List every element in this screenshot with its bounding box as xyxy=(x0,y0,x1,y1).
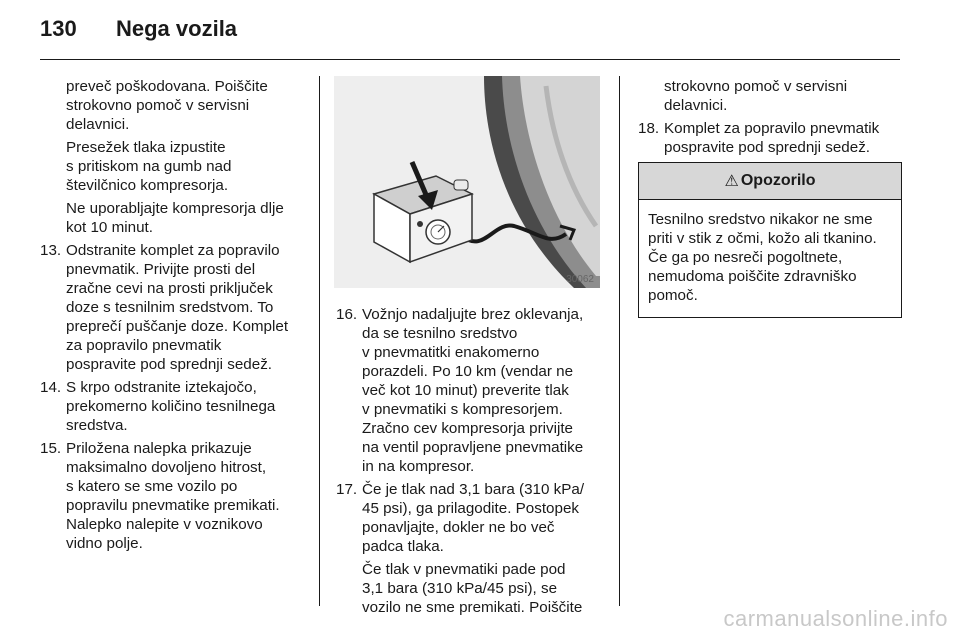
column-2 xyxy=(336,305,606,621)
step-number: 16. xyxy=(336,306,358,323)
warning-title: Opozorilo xyxy=(740,172,816,189)
compressor-illustration xyxy=(334,76,600,288)
paragraph: Ne uporabljajte kompresorja dlje kot 10 minut. xyxy=(66,200,284,236)
step-number: 18. xyxy=(638,120,660,137)
step-number: 17. xyxy=(336,481,358,498)
step-text: Vožnjo nadaljujte brez oklevanja, da se tesnilno sredstvo v pnevmatitki enakomerno porazdeli. Po 10 km (vendar ne več kot 10 minut) preverite tlak v pnevmatiki s kompresorjem. Zračno cev kompresorja privijte na ventil popravljene pnevmatike in na kompresor. xyxy=(362,306,584,475)
figure-number: 30062 xyxy=(566,274,594,285)
step-number: 14. xyxy=(40,379,62,396)
watermark: carmanualsonline.info xyxy=(723,606,948,631)
page-number: 130 xyxy=(40,16,77,41)
step-item xyxy=(638,119,902,157)
paragraph: strokovno pomoč v servisni delavnici. xyxy=(664,78,848,114)
step-text: Če je tlak nad 3,1 bara (310 kPa/ 45 psi), ga prilagodite. Postopek ponavljajte, dokler ne bo več padca tlaka. xyxy=(362,481,585,555)
column-3 xyxy=(638,77,902,161)
paragraph: Presežek tlaka izpustite s pritiskom na gumb nad številčnico kompresorja. xyxy=(66,139,232,194)
step-item xyxy=(336,480,606,556)
step-text: Priložena nalepka prikazuje maksimalno dovoljeno hitrost, s katero se sme vozilo po popravilu pnevmatike premikati. Nalepko nalepite v voznikovo vidno polje. xyxy=(66,440,280,552)
page-header xyxy=(40,16,237,48)
step-item xyxy=(336,305,606,476)
step-text: Odstranite komplet za popravilo pnevmatik. Privijte prosti del zračne cevi na prosti priključek doze s tesnilnim sredstvom. To preprečí puščanje doze. Komplet za popravilo pnevmatik pospravite pod sprednji sedež. xyxy=(66,242,289,373)
paragraph: Če tlak v pnevmatiki pade pod 3,1 bara (310 kPa/45 psi), se vozilo ne sme premikati. Poiščite xyxy=(362,561,583,616)
step-number: 13. xyxy=(40,242,62,259)
warning-header xyxy=(639,163,901,200)
column-1 xyxy=(40,77,310,557)
column-divider-2 xyxy=(619,76,620,606)
warning-triangle-icon: ⚠ xyxy=(724,173,739,190)
column-divider-1 xyxy=(319,76,320,606)
header-divider xyxy=(40,59,900,60)
paragraph: preveč poškodovana. Poiščite strokovno pomoč v servisni delavnici. xyxy=(66,78,268,133)
warning-box xyxy=(638,162,902,318)
step-text: S krpo odstranite iztekajočo, prekomerno količino tesnilnega sredstva. xyxy=(66,379,276,434)
page-title: Nega vozila xyxy=(116,16,238,41)
step-item xyxy=(40,378,310,435)
step-number: 15. xyxy=(40,440,62,457)
step-text: Komplet za popravilo pnevmatik pospravite pod sprednji sedež. xyxy=(664,120,880,156)
warning-text: Tesnilno sredstvo nikakor ne sme priti v stik z očmi, kožo ali tkanino. Če ga po nesreči pogoltnete, nemudoma poiščite zdravniško pomoč. xyxy=(648,211,877,304)
step-item xyxy=(40,439,310,553)
step-item xyxy=(40,241,310,374)
